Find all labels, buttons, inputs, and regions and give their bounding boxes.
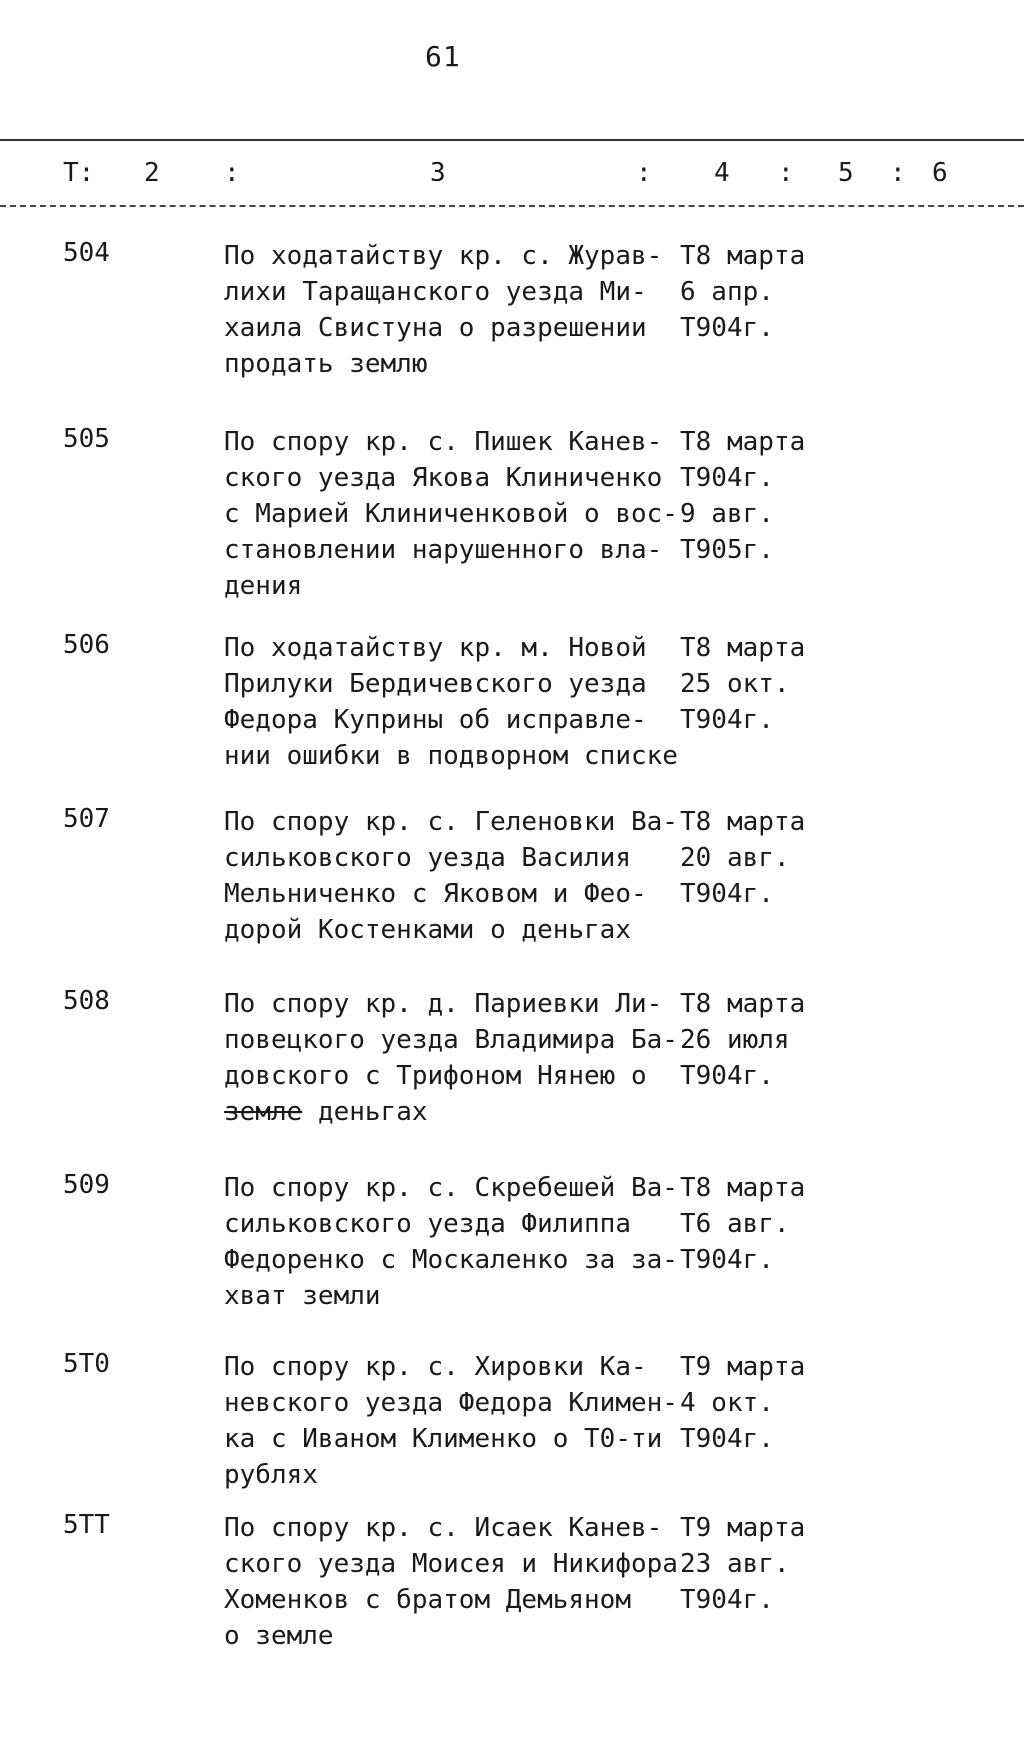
date-line: 26 июля bbox=[680, 1025, 790, 1055]
description-line: ского уезда Моисея и Никифора bbox=[224, 1549, 678, 1579]
description-line: По спору кр. с. Скребешей Ва- bbox=[224, 1173, 678, 1203]
header-sep-1: : bbox=[224, 158, 240, 188]
date-line: 9 авг. bbox=[680, 499, 774, 529]
date-line: 23 авг. bbox=[680, 1549, 790, 1579]
description-line: По спору кр. с. Хировки Ка- bbox=[224, 1352, 647, 1382]
entry-description bbox=[224, 1510, 694, 1654]
date-line: Т9 марта bbox=[680, 1513, 806, 1543]
description-line: повецкого уезда Владимира Ба- bbox=[224, 1025, 678, 1055]
description-line: рублях bbox=[224, 1460, 318, 1490]
entry-description bbox=[224, 424, 694, 604]
header-col-3: 3 bbox=[430, 158, 446, 188]
date-line: Т904г. bbox=[680, 1424, 774, 1454]
entry-description bbox=[224, 238, 694, 382]
header-col-1: Т: bbox=[63, 158, 95, 188]
description-line: невского уезда Федора Климен- bbox=[224, 1388, 678, 1418]
entry-dates bbox=[680, 1510, 840, 1618]
date-line: Т8 марта bbox=[680, 989, 806, 1019]
date-line: Т8 марта bbox=[680, 807, 806, 837]
entry-dates bbox=[680, 1349, 840, 1457]
entry-number: 506 bbox=[63, 630, 110, 660]
description-line: хаила Свистуна о разрешении bbox=[224, 313, 647, 343]
header-bottom-rule bbox=[0, 205, 1024, 207]
date-line: Т904г. bbox=[680, 313, 774, 343]
date-line: Т905г. bbox=[680, 535, 774, 565]
entry-description bbox=[224, 1349, 694, 1493]
description-line: продать землю bbox=[224, 349, 428, 379]
header-sep-4: : bbox=[890, 158, 906, 188]
description-line: довского с Трифоном Нянею о bbox=[224, 1061, 647, 1091]
description-line: дорой Костенками о деньгах bbox=[224, 915, 631, 945]
entry-dates bbox=[680, 986, 840, 1094]
entry-number: 507 bbox=[63, 804, 110, 834]
header-sep-2: : bbox=[636, 158, 652, 188]
entry-dates bbox=[680, 1170, 840, 1278]
struck-word: земле bbox=[224, 1097, 303, 1127]
date-line: 20 авг. bbox=[680, 843, 790, 873]
date-line: Т904г. bbox=[680, 1061, 774, 1091]
description-line: становлении нарушенного вла- bbox=[224, 535, 663, 565]
description-line: о земле bbox=[224, 1621, 334, 1651]
entry-number: 5ТТ bbox=[63, 1510, 110, 1540]
description-line: По спору кр. д. Париевки Ли- bbox=[224, 989, 663, 1019]
description-line: сильковского уезда Василия bbox=[224, 843, 631, 873]
date-line: Т904г. bbox=[680, 1245, 774, 1275]
description-line: Федора Куприны об исправле- bbox=[224, 705, 647, 735]
description-line: лихи Таращанского уезда Ми- bbox=[224, 277, 647, 307]
header-col-6: 6 bbox=[932, 158, 948, 188]
entry-description bbox=[224, 1170, 694, 1314]
date-line: 25 окт. bbox=[680, 669, 790, 699]
description-line: Хоменков с братом Демьяном bbox=[224, 1585, 631, 1615]
entry-description bbox=[224, 630, 694, 774]
description-line: По спору кр. с. Исаек Канев- bbox=[224, 1513, 663, 1543]
entry-number: 508 bbox=[63, 986, 110, 1016]
description-line: ка с Иваном Клименко о Т0-ти bbox=[224, 1424, 663, 1454]
entry-dates bbox=[680, 238, 840, 346]
header-col-5: 5 bbox=[838, 158, 854, 188]
date-line: Т8 марта bbox=[680, 427, 806, 457]
description-line bbox=[224, 1094, 694, 1130]
entry-dates bbox=[680, 424, 840, 568]
entry-number: 5Т0 bbox=[63, 1349, 110, 1379]
description-line: Мельниченко с Яковом и Фео- bbox=[224, 879, 647, 909]
entry-number: 504 bbox=[63, 238, 110, 268]
description-line: Федоренко с Москаленко за за- bbox=[224, 1245, 678, 1275]
entry-description bbox=[224, 804, 694, 948]
description-line: Прилуки Бердичевского уезда bbox=[224, 669, 647, 699]
date-line: Т904г. bbox=[680, 879, 774, 909]
entry-number: 509 bbox=[63, 1170, 110, 1200]
entry-dates bbox=[680, 630, 840, 738]
header-col-2: 2 bbox=[144, 158, 160, 188]
description-line: ского уезда Якова Клиниченко bbox=[224, 463, 663, 493]
date-line: Т6 авг. bbox=[680, 1209, 790, 1239]
date-line: Т8 марта bbox=[680, 1173, 806, 1203]
entry-description bbox=[224, 986, 694, 1130]
header-sep-3: : bbox=[778, 158, 794, 188]
description-line: По спору кр. с. Пишек Канев- bbox=[224, 427, 663, 457]
entry-number: 505 bbox=[63, 424, 110, 454]
date-line: 6 апр. bbox=[680, 277, 774, 307]
date-line: Т8 марта bbox=[680, 241, 806, 271]
date-line: 4 окт. bbox=[680, 1388, 774, 1418]
date-line: Т904г. bbox=[680, 705, 774, 735]
description-line: По ходатайству кр. с. Журав- bbox=[224, 241, 663, 271]
date-line: Т904г. bbox=[680, 463, 774, 493]
description-line: хват земли bbox=[224, 1281, 381, 1311]
date-line: Т9 марта bbox=[680, 1352, 806, 1382]
date-line: Т904г. bbox=[680, 1585, 774, 1615]
description-line: нии ошибки в подворном списке bbox=[224, 741, 678, 771]
description-line: По ходатайству кр. м. Новой bbox=[224, 633, 647, 663]
header-top-rule bbox=[0, 139, 1024, 141]
page-number: 61 bbox=[425, 40, 461, 73]
entry-dates bbox=[680, 804, 840, 912]
description-text: деньгах bbox=[317, 1097, 428, 1127]
header-col-4: 4 bbox=[714, 158, 730, 188]
description-line: сильковского уезда Филиппа bbox=[224, 1209, 631, 1239]
date-line: Т8 марта bbox=[680, 633, 806, 663]
description-line: дения bbox=[224, 571, 303, 601]
description-line: с Марией Клиниченковой о вос- bbox=[224, 499, 678, 529]
description-line: По спору кр. с. Геленовки Ва- bbox=[224, 807, 678, 837]
